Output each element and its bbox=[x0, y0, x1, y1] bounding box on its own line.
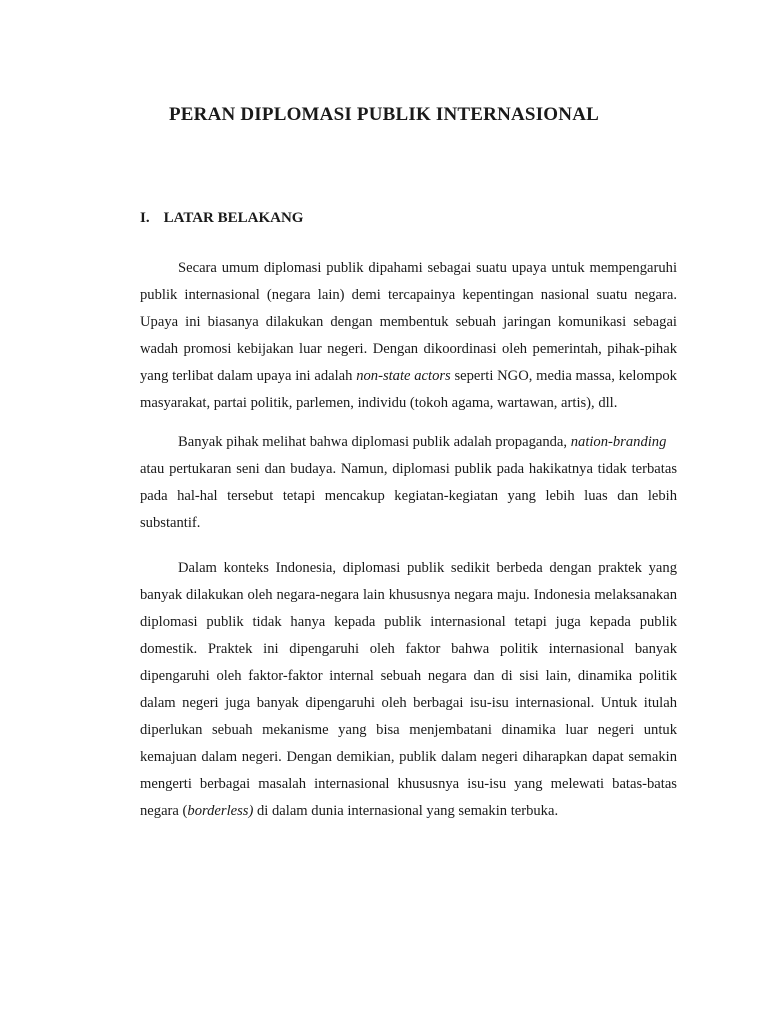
paragraph-1 bbox=[140, 255, 677, 417]
paragraph-line: atau pertukaran seni dan budaya. Namun, diplomasi publik pada hakikatnya tidak terbatas bbox=[140, 461, 677, 477]
paragraph-line bbox=[140, 429, 677, 456]
text-run: seperti NGO, media massa, kelompok bbox=[450, 368, 677, 384]
paragraph-line: dipengaruhi oleh faktor-faktor internal sebuah negara dan di sisi lain, dinamika politik bbox=[140, 668, 677, 684]
section-heading bbox=[140, 210, 303, 227]
text-run: negara ( bbox=[140, 803, 188, 819]
paragraph-line: Dalam konteks Indonesia, diplomasi publik sedikit berbeda dengan praktek yang bbox=[178, 560, 677, 576]
text-run: Banyak pihak melihat bahwa diplomasi publik adalah propaganda, bbox=[178, 434, 571, 450]
paragraph-2 bbox=[140, 429, 677, 537]
section-heading-text: LATAR BELAKANG bbox=[163, 210, 304, 226]
paragraph-3 bbox=[140, 555, 677, 825]
paragraph-line bbox=[140, 363, 677, 390]
italic-term: non-state actors bbox=[356, 368, 451, 384]
text-run: di dalam dunia internasional yang semakin terbuka. bbox=[253, 803, 559, 819]
paragraph-line: masyarakat, partai politik, parlemen, individu (tokoh agama, wartawan, artis), dll. bbox=[140, 395, 618, 411]
paragraph-line: banyak dilakukan oleh negara-negara lain khususnya negara maju. Indonesia melaksanakan bbox=[140, 587, 677, 603]
italic-term: nation-branding bbox=[570, 434, 667, 450]
paragraph-line: kemajuan dalam negeri. Dengan demikian, publik dalam negeri diharapkan dapat semakin bbox=[140, 749, 677, 765]
paragraph-line: dalam negeri juga banyak dipengaruhi oleh berbagai isu-isu internasional. Untuk itulah bbox=[140, 695, 677, 711]
section-number: I. bbox=[140, 210, 150, 226]
paragraph-line: publik internasional (negara lain) demi tercapainya kepentingan nasional suatu negara. bbox=[140, 287, 677, 303]
paragraph-line: substantif. bbox=[140, 515, 201, 531]
paragraph-line: domestik. Praktek ini dipengaruhi oleh faktor bahwa politik internasional banyak bbox=[140, 641, 677, 657]
paragraph-line bbox=[140, 798, 677, 825]
paragraph-line: Upaya ini biasanya dilakukan dengan membentuk sebuah jaringan komunikasi sebagai bbox=[140, 314, 677, 330]
paragraph-line: mengerti berbagai masalah internasional khususnya isu-isu yang melewati batas-batas bbox=[140, 776, 677, 792]
paragraph-line: wadah promosi kebijakan luar negeri. Dengan dikoordinasi oleh pemerintah, pihak-pihak bbox=[140, 341, 677, 357]
paragraph-line: Secara umum diplomasi publik dipahami sebagai suatu upaya untuk mempengaruhi bbox=[178, 260, 677, 276]
text-run: yang terlibat dalam upaya ini adalah bbox=[140, 368, 357, 384]
italic-term: borderless) bbox=[187, 803, 254, 819]
paragraph-line: diplomasi publik tidak hanya kepada publik internasional tetapi juga kepada publik bbox=[140, 614, 677, 630]
paragraph-line: diperlukan sebuah mekanisme yang bisa menjembatani dinamika luar negeri untuk bbox=[140, 722, 677, 738]
paragraph-line: pada hal-hal tersebut tetapi mencakup kegiatan-kegiatan yang lebih luas dan lebih bbox=[140, 488, 677, 504]
document-title: PERAN DIPLOMASI PUBLIK INTERNASIONAL bbox=[168, 104, 599, 125]
